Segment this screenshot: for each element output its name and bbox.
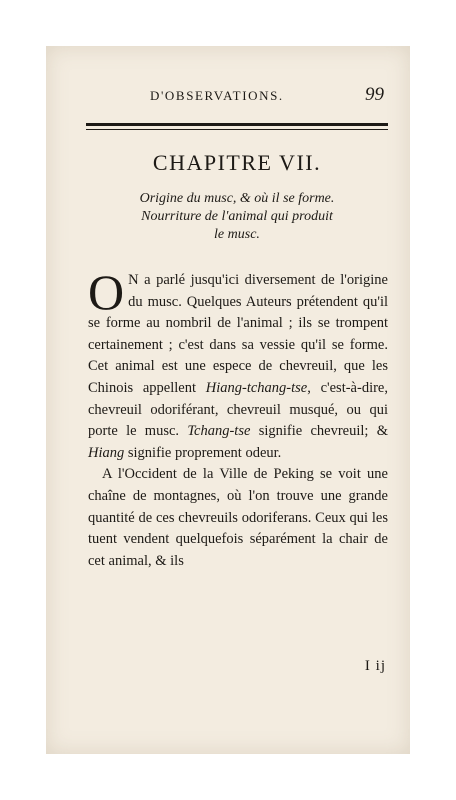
book-page [46, 46, 410, 754]
drop-cap: O [88, 264, 125, 320]
paragraph-1-text-mid2: signifie chevreuil; & [250, 423, 388, 440]
term-hiang: Hiang [88, 444, 125, 461]
double-rule-top [86, 123, 388, 126]
running-head [86, 86, 388, 108]
body-text [88, 264, 388, 572]
paragraph-2: A l'Occident de la Ville de Peking se voit une chaîne de montagnes, où l'on trouve une grande quantité de ces chevreuils odoriferans. Ceux qui les tuent vendent quelquefois séparément la chair de cet animal, & ils [88, 466, 388, 569]
term-tchang-tse: Tchang-tse [187, 423, 251, 440]
paragraph-1-text-end: signifie proprement odeur. [124, 444, 282, 461]
paragraph-1-text-start: N a parlé jusqu'ici diversement de l'origine du musc. Quelques Auteurs prétendent qu'il se forme au nombril de l'animal ; ils se trompent certainement ; c'est dans sa vessie qu'il se forme. Cet animal est une espece de chevreuil, que les Chinois appellent [88, 272, 388, 396]
running-title: D'OBSERVATIONS. [150, 88, 284, 103]
subtitle-line-2: Nourriture de l'animal qui produit [141, 209, 333, 224]
paragraph-1-text-mid1: , c'est-à-dire, chevreuil odoriférant, chevreuil musqué, ou qui porte le musc. [88, 379, 388, 440]
page-number: 99 [365, 84, 384, 105]
catchword: I ij [364, 658, 386, 674]
chapter-subtitle [86, 190, 388, 244]
double-rule-bottom [86, 129, 388, 130]
chapter-title: CHAPITRE VII. [152, 150, 322, 175]
paragraph-1 [88, 264, 388, 464]
term-hiang-tchang-tse: Hiang-tchang-tse [205, 379, 308, 396]
subtitle-line-3: le musc. [214, 227, 260, 242]
subtitle-line-1: Origine du musc, & où il se forme. [139, 191, 335, 206]
